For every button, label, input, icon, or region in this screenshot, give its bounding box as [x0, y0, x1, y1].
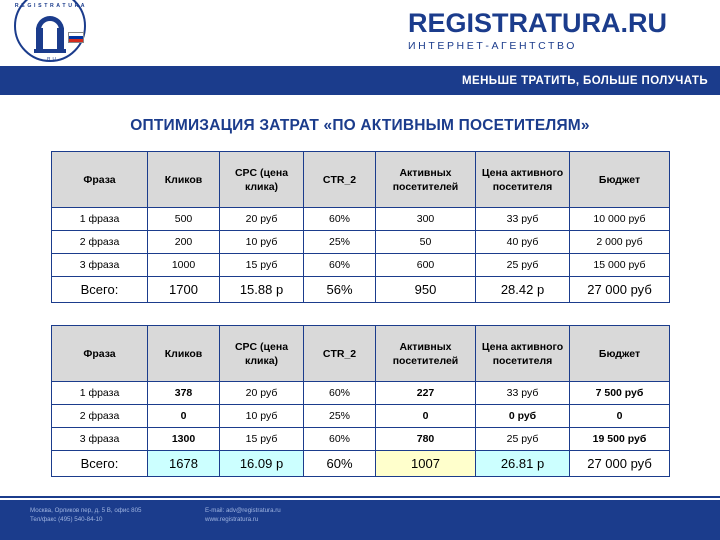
cell-phrase: 3 фраза [52, 254, 148, 277]
cell-active-visitor-price: 33 руб [476, 208, 570, 231]
cell-budget: 0 [570, 405, 670, 428]
arch-icon [34, 16, 66, 50]
cell-cpc: 15 руб [220, 254, 304, 277]
cell-active-visitor-price: 0 руб [476, 405, 570, 428]
cell-cpc: 15 руб [220, 428, 304, 451]
cell-clicks: 378 [148, 382, 220, 405]
cell-ctr2: 60% [304, 254, 376, 277]
footer-email: E-mail: adv@registratura.ru [205, 507, 281, 514]
table-row [52, 208, 670, 231]
table-header-row [52, 326, 670, 382]
cell-total-clicks: 1678 [148, 451, 220, 477]
cell-active-visitors: 227 [376, 382, 476, 405]
cell-total-label: Всего: [52, 451, 148, 477]
brand-block [408, 8, 667, 52]
cell-active-visitors: 0 [376, 405, 476, 428]
cell-total-clicks: 1700 [148, 277, 220, 303]
footer-address [30, 506, 141, 524]
column-header-active-visitor-price: Цена активного посетителя [476, 326, 570, 382]
footer-contacts [205, 506, 281, 524]
footer-address-line2: Тел/факс (495) 540-84-10 [30, 516, 103, 523]
footer-website: www.registratura.ru [205, 516, 259, 523]
column-header-budget: Бюджет [570, 326, 670, 382]
cell-total-cpc: 16.09 р [220, 451, 304, 477]
table-row [52, 254, 670, 277]
cell-active-visitor-price: 25 руб [476, 254, 570, 277]
column-header-ctr2: CTR_2 [304, 152, 376, 208]
banner-text: МЕНЬШЕ ТРАТИТЬ, БОЛЬШЕ ПОЛУЧАТЬ [462, 75, 708, 87]
table-two-container [51, 325, 669, 477]
cell-budget: 15 000 руб [570, 254, 670, 277]
russian-flag-icon [68, 32, 84, 43]
cell-budget: 7 500 руб [570, 382, 670, 405]
cell-phrase: 2 фраза [52, 405, 148, 428]
table-row [52, 382, 670, 405]
cell-phrase: 2 фраза [52, 231, 148, 254]
cell-active-visitor-price: 25 руб [476, 428, 570, 451]
cell-total-ctr2: 60% [304, 451, 376, 477]
cell-total-cpc: 15.88 р [220, 277, 304, 303]
company-logo [14, 0, 88, 64]
cell-cpc: 20 руб [220, 382, 304, 405]
logo-ring-top-text: R E G I S T R A T U R A [14, 3, 86, 9]
column-header-active-visitor-price: Цена активного посетителя [476, 152, 570, 208]
cell-phrase: 1 фраза [52, 382, 148, 405]
table-total-row [52, 451, 670, 477]
table-header-row [52, 152, 670, 208]
cell-active-visitor-price: 40 руб [476, 231, 570, 254]
table-total-row [52, 277, 670, 303]
cell-cpc: 10 руб [220, 231, 304, 254]
cell-ctr2: 25% [304, 405, 376, 428]
cell-ctr2: 60% [304, 428, 376, 451]
cell-total-active-visitor-price: 26.81 р [476, 451, 570, 477]
column-header-cpc: CPC (цена клика) [220, 152, 304, 208]
brand-subtitle: ИНТЕРНЕТ-АГЕНТСТВО [408, 40, 578, 52]
column-header-cpc: CPC (цена клика) [220, 326, 304, 382]
cell-clicks: 1000 [148, 254, 220, 277]
page-title: ОПТИМИЗАЦИЯ ЗАТРАТ «ПО АКТИВНЫМ ПОСЕТИТЕЛЯМ» [130, 117, 590, 134]
page-footer [0, 496, 720, 540]
cell-ctr2: 25% [304, 231, 376, 254]
page-header [0, 0, 720, 69]
footer-address-line1: Москва, Орликов пер, д. 5 В, офис 805 [30, 507, 142, 514]
cell-ctr2: 60% [304, 382, 376, 405]
cost-table-two [51, 325, 670, 477]
column-header-clicks: Кликов [148, 152, 220, 208]
cell-active-visitor-price: 33 руб [476, 382, 570, 405]
cell-active-visitors: 300 [376, 208, 476, 231]
column-header-ctr2: CTR_2 [304, 326, 376, 382]
logo-ring-bottom-text: . R U [43, 56, 57, 61]
brand-title: REGISTRATURA.RU [408, 8, 667, 38]
column-header-budget: Бюджет [570, 152, 670, 208]
cell-clicks: 500 [148, 208, 220, 231]
cell-cpc: 10 руб [220, 405, 304, 428]
cell-budget: 19 500 руб [570, 428, 670, 451]
table-row [52, 405, 670, 428]
cell-ctr2: 60% [304, 208, 376, 231]
table-one-container [51, 151, 669, 303]
cell-clicks: 200 [148, 231, 220, 254]
cell-clicks: 1300 [148, 428, 220, 451]
column-header-phrase: Фраза [52, 152, 148, 208]
banner-bar [0, 69, 720, 95]
table-row [52, 231, 670, 254]
cell-budget: 10 000 руб [570, 208, 670, 231]
cell-budget: 2 000 руб [570, 231, 670, 254]
cost-table-one [51, 151, 670, 303]
cell-clicks: 0 [148, 405, 220, 428]
footer-divider [0, 498, 720, 500]
column-header-clicks: Кликов [148, 326, 220, 382]
cell-total-active-visitor-price: 28.42 р [476, 277, 570, 303]
cell-phrase: 1 фраза [52, 208, 148, 231]
cell-total-ctr2: 56% [304, 277, 376, 303]
cell-total-active-visitors: 1007 [376, 451, 476, 477]
cell-total-label: Всего: [52, 277, 148, 303]
cell-active-visitors: 50 [376, 231, 476, 254]
cell-cpc: 20 руб [220, 208, 304, 231]
table-row [52, 428, 670, 451]
column-header-active-visitors: Активных посетителей [376, 152, 476, 208]
column-header-active-visitors: Активных посетителей [376, 326, 476, 382]
column-header-phrase: Фраза [52, 326, 148, 382]
cell-total-budget: 27 000 руб [570, 451, 670, 477]
cell-active-visitors: 600 [376, 254, 476, 277]
cell-phrase: 3 фраза [52, 428, 148, 451]
cell-active-visitors: 780 [376, 428, 476, 451]
cell-total-active-visitors: 950 [376, 277, 476, 303]
cell-total-budget: 27 000 руб [570, 277, 670, 303]
